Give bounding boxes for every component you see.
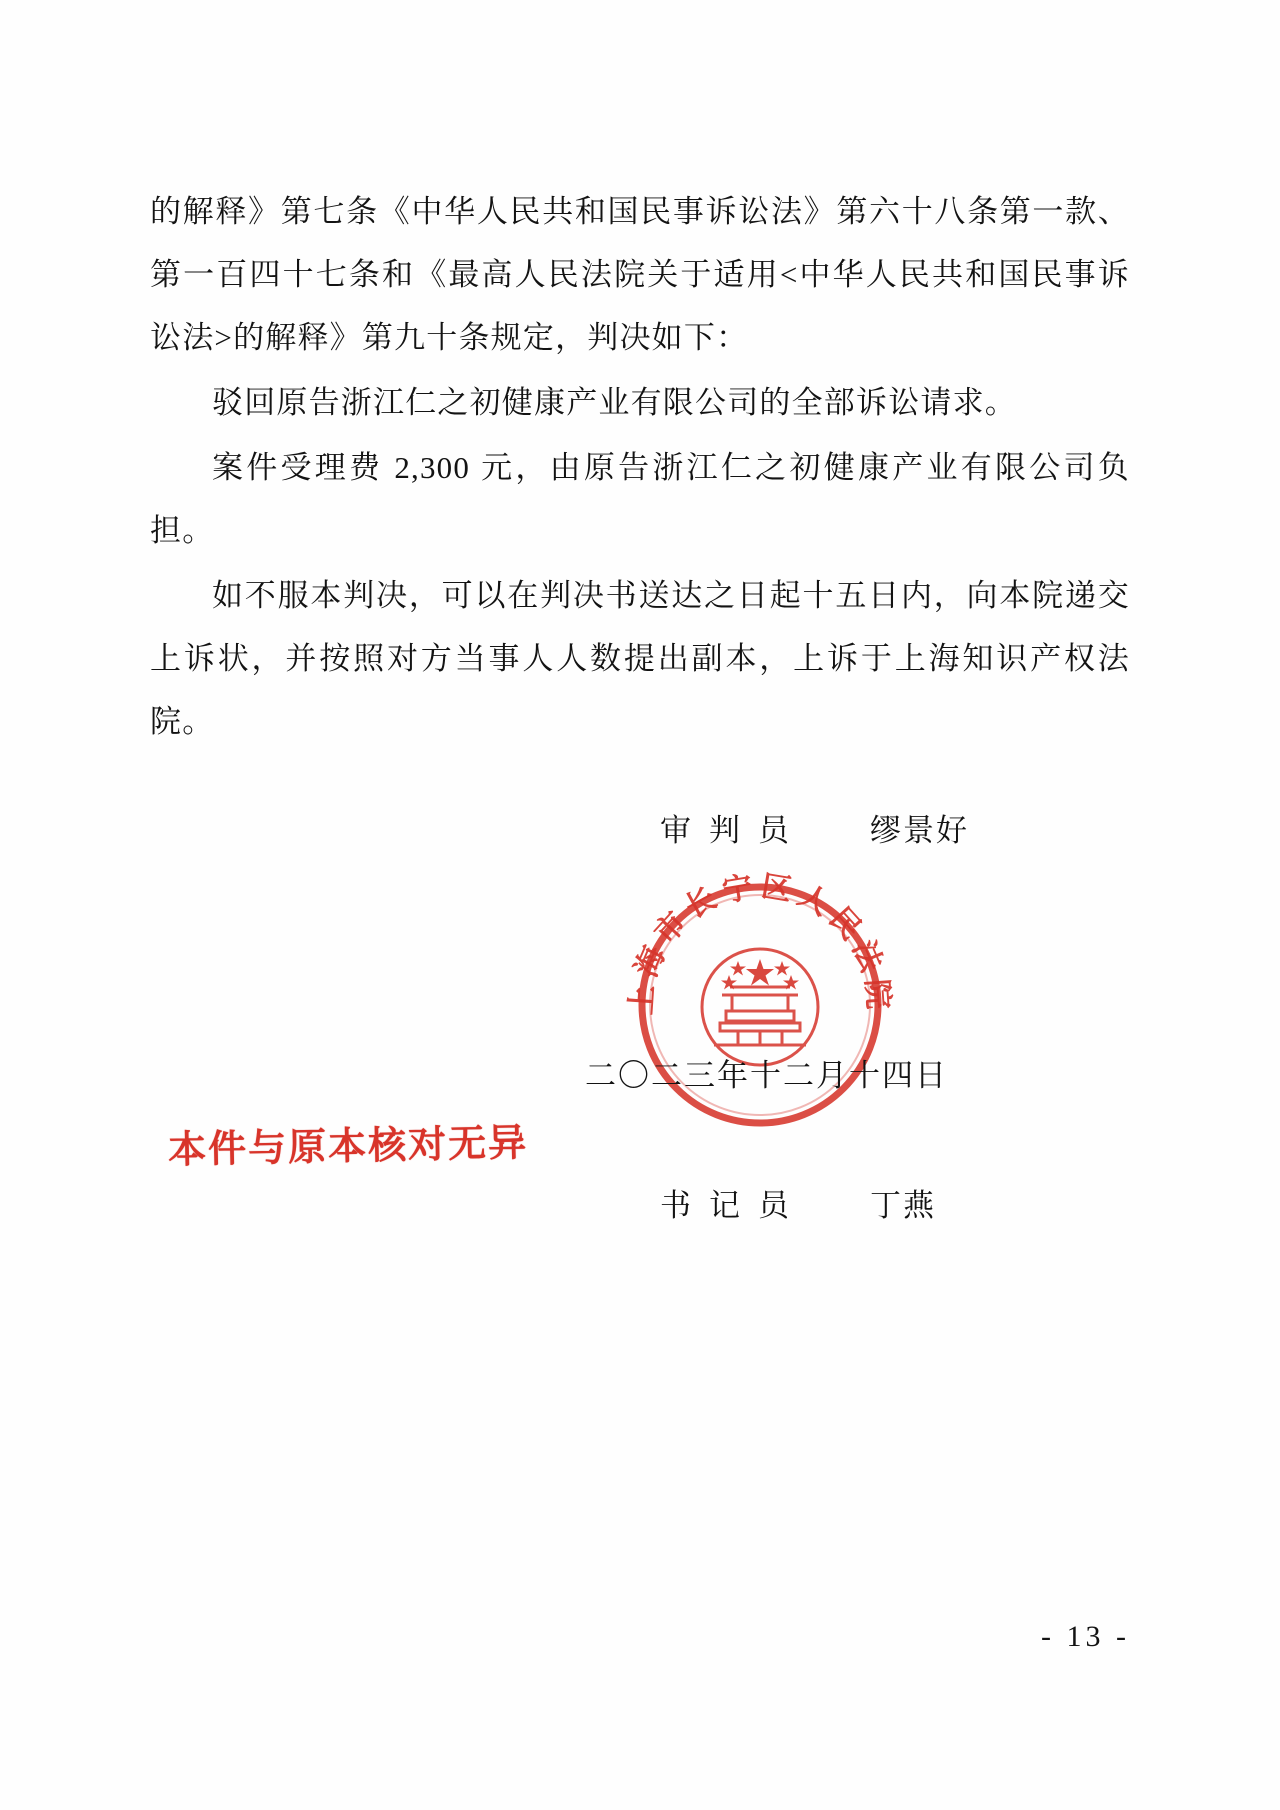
court-seal <box>610 855 910 1155</box>
verification-stamp: 本件与原本核对无异 <box>167 1120 529 1172</box>
judge-name: 缪景好 <box>870 813 969 848</box>
svg-text:上海市长宁区人民法院: 上海市长宁区人民法院 <box>624 868 896 1017</box>
judge-role-label: 审判员 <box>660 813 807 848</box>
clerk-name: 丁燕 <box>870 1188 936 1223</box>
signature-block <box>150 805 1130 861</box>
document-body <box>150 180 1130 755</box>
judgment-date: 二〇二三年十二月十四日 <box>585 1058 948 1093</box>
clerk-role-label: 书记员 <box>660 1188 807 1223</box>
paragraph-ruling: 驳回原告浙江仁之初健康产业有限公司的全部诉讼请求。 <box>212 385 1017 420</box>
paragraph-appeal: 如不服本判决，可以在判决书送达之日起十五日内，向本院递交上诉状，并按照对方当事人人数提出副本，上诉于上海知识产权法院。 <box>150 578 1130 739</box>
page-number: - 13 - <box>1041 1620 1130 1653</box>
paragraph-fees: 案件受理费 2,300 元，由原告浙江仁之初健康产业有限公司负担。 <box>150 450 1130 548</box>
paragraph-statutes: 的解释》第七条《中华人民共和国民事诉讼法》第六十八条第一款、第一百四十七条和《最高人民法院关于适用<中华人民共和国民事诉讼法>的解释》第九十条规定，判决如下： <box>150 194 1130 355</box>
judge-signature-line <box>150 805 1130 861</box>
clerk-signature-line <box>150 1180 1130 1230</box>
